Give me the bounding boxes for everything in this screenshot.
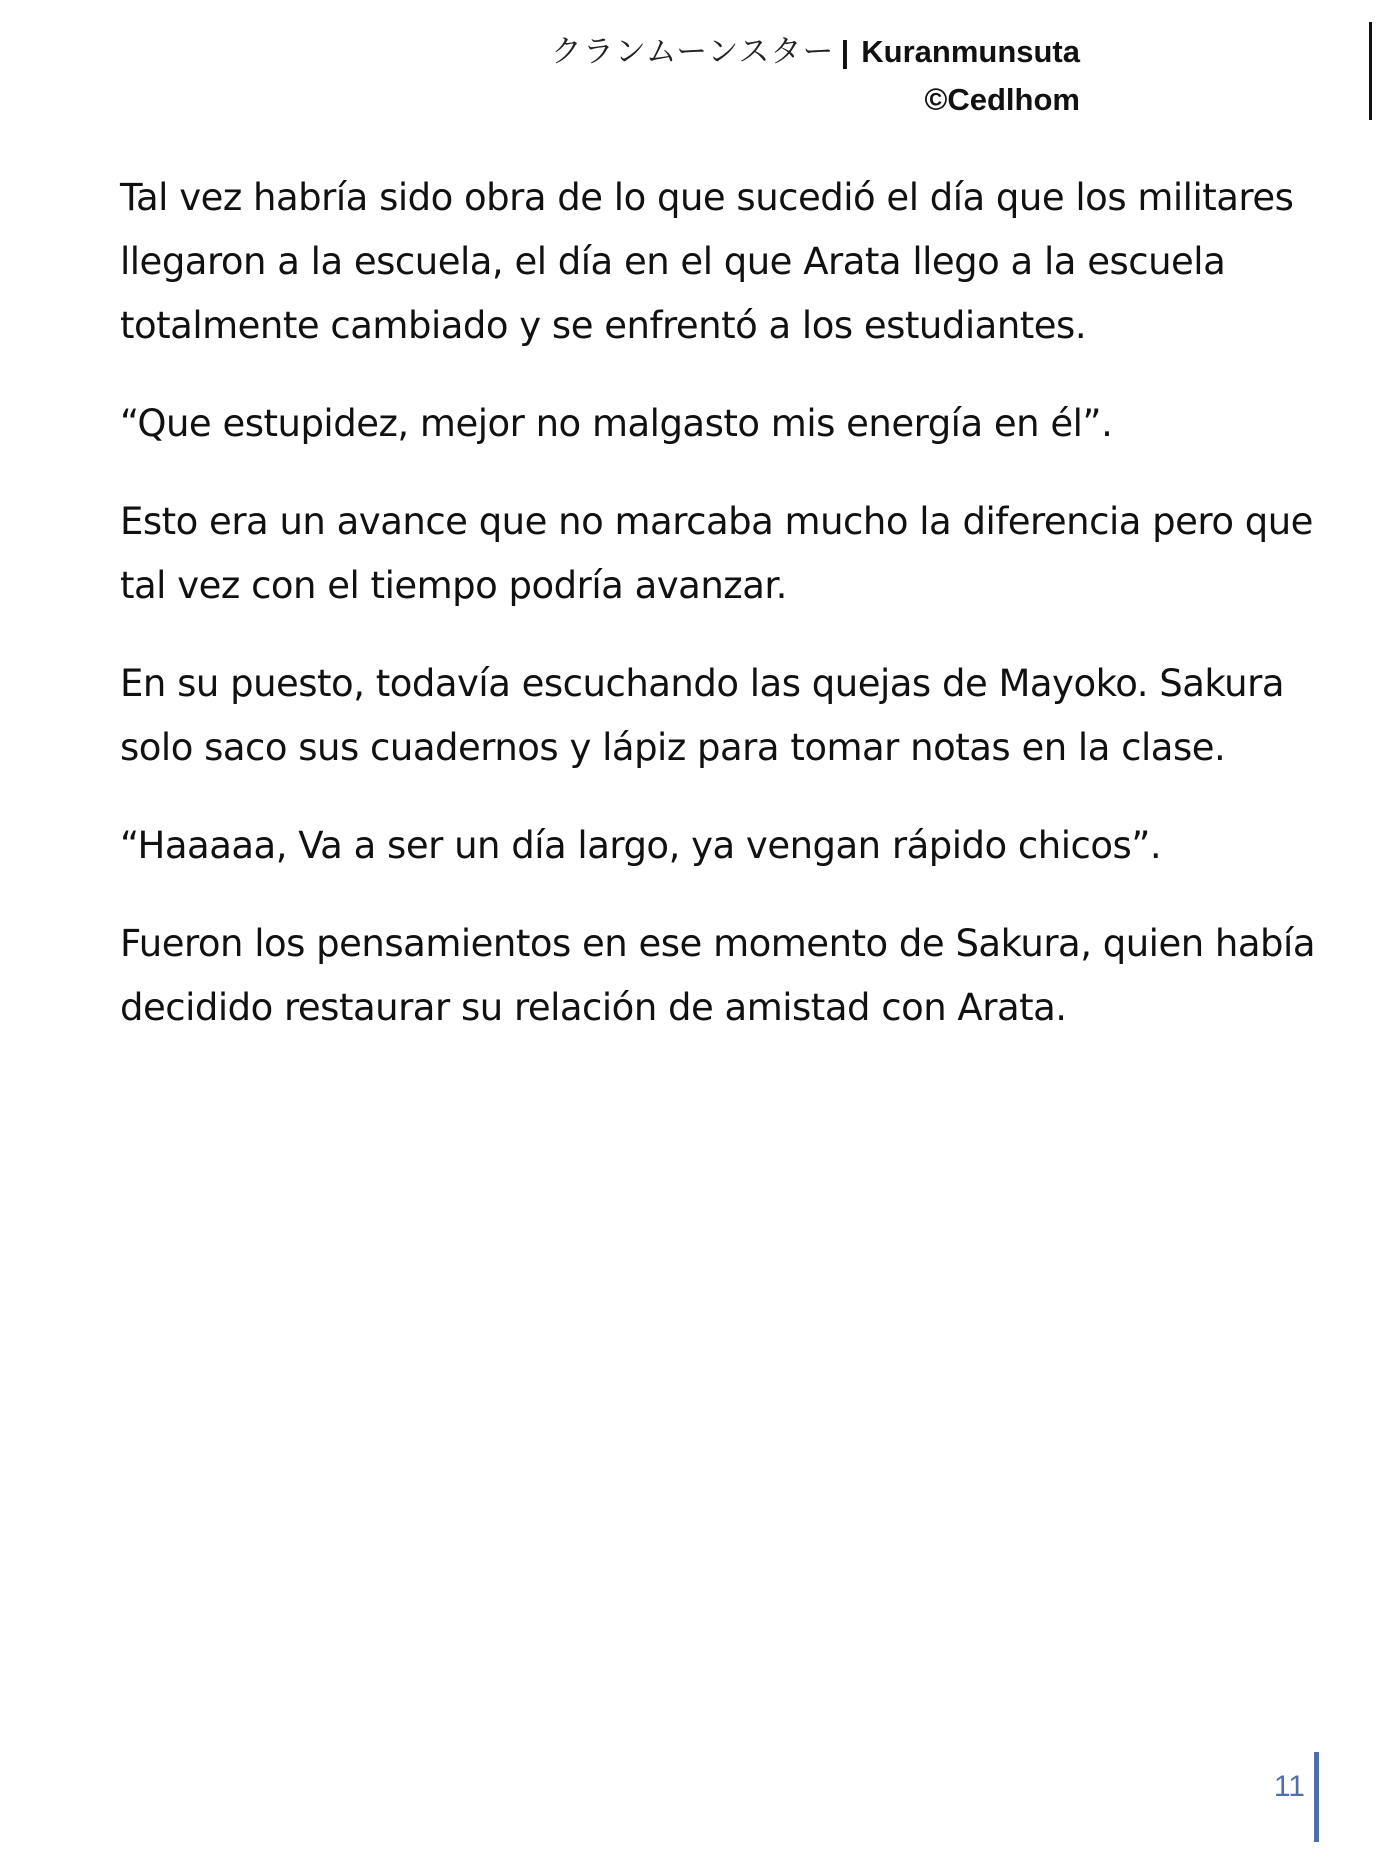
paragraph-4: En su puesto, todavía escuchando las quejas de Mayoko. Sakura solo saco sus cuadernos y lápiz para tomar notas en la clase. — [120, 662, 1284, 769]
header-copyright-line — [260, 76, 1080, 124]
header-romaji-title: Kuranmunsuta — [861, 34, 1080, 69]
header-vertical-rule — [1369, 22, 1372, 120]
page-number-rule — [1314, 1752, 1319, 1842]
paragraph-3: Esto era un avance que no marcaba mucho la diferencia pero que tal vez con el tiempo podría avanzar. — [120, 500, 1313, 607]
page-header — [260, 28, 1080, 124]
header-title-line — [260, 28, 1080, 76]
header-separator: | — [840, 34, 850, 69]
header-copyright: ©Cedlhom — [924, 82, 1080, 117]
header-japanese-title: クランムーンスター — [550, 34, 835, 70]
paragraph-5: “Haaaaa, Va a ser un día largo, ya vengan rápido chicos”. — [120, 824, 1162, 867]
document-body — [120, 166, 1320, 1074]
paragraph-1: Tal vez habría sido obra de lo que sucedió el día que los militares llegaron a la escuela, el día en el que Arata llego a la escuela totalmente cambiado y se enfrentó a los estudiantes. — [120, 176, 1294, 347]
paragraph-2: “Que estupidez, mejor no malgasto mis energía en él”. — [120, 402, 1113, 445]
paragraph-6: Fueron los pensamientos en ese momento de Sakura, quien había decidido restaurar su relación de amistad con Arata. — [120, 922, 1315, 1029]
page-number: 11 — [1273, 1770, 1305, 1803]
